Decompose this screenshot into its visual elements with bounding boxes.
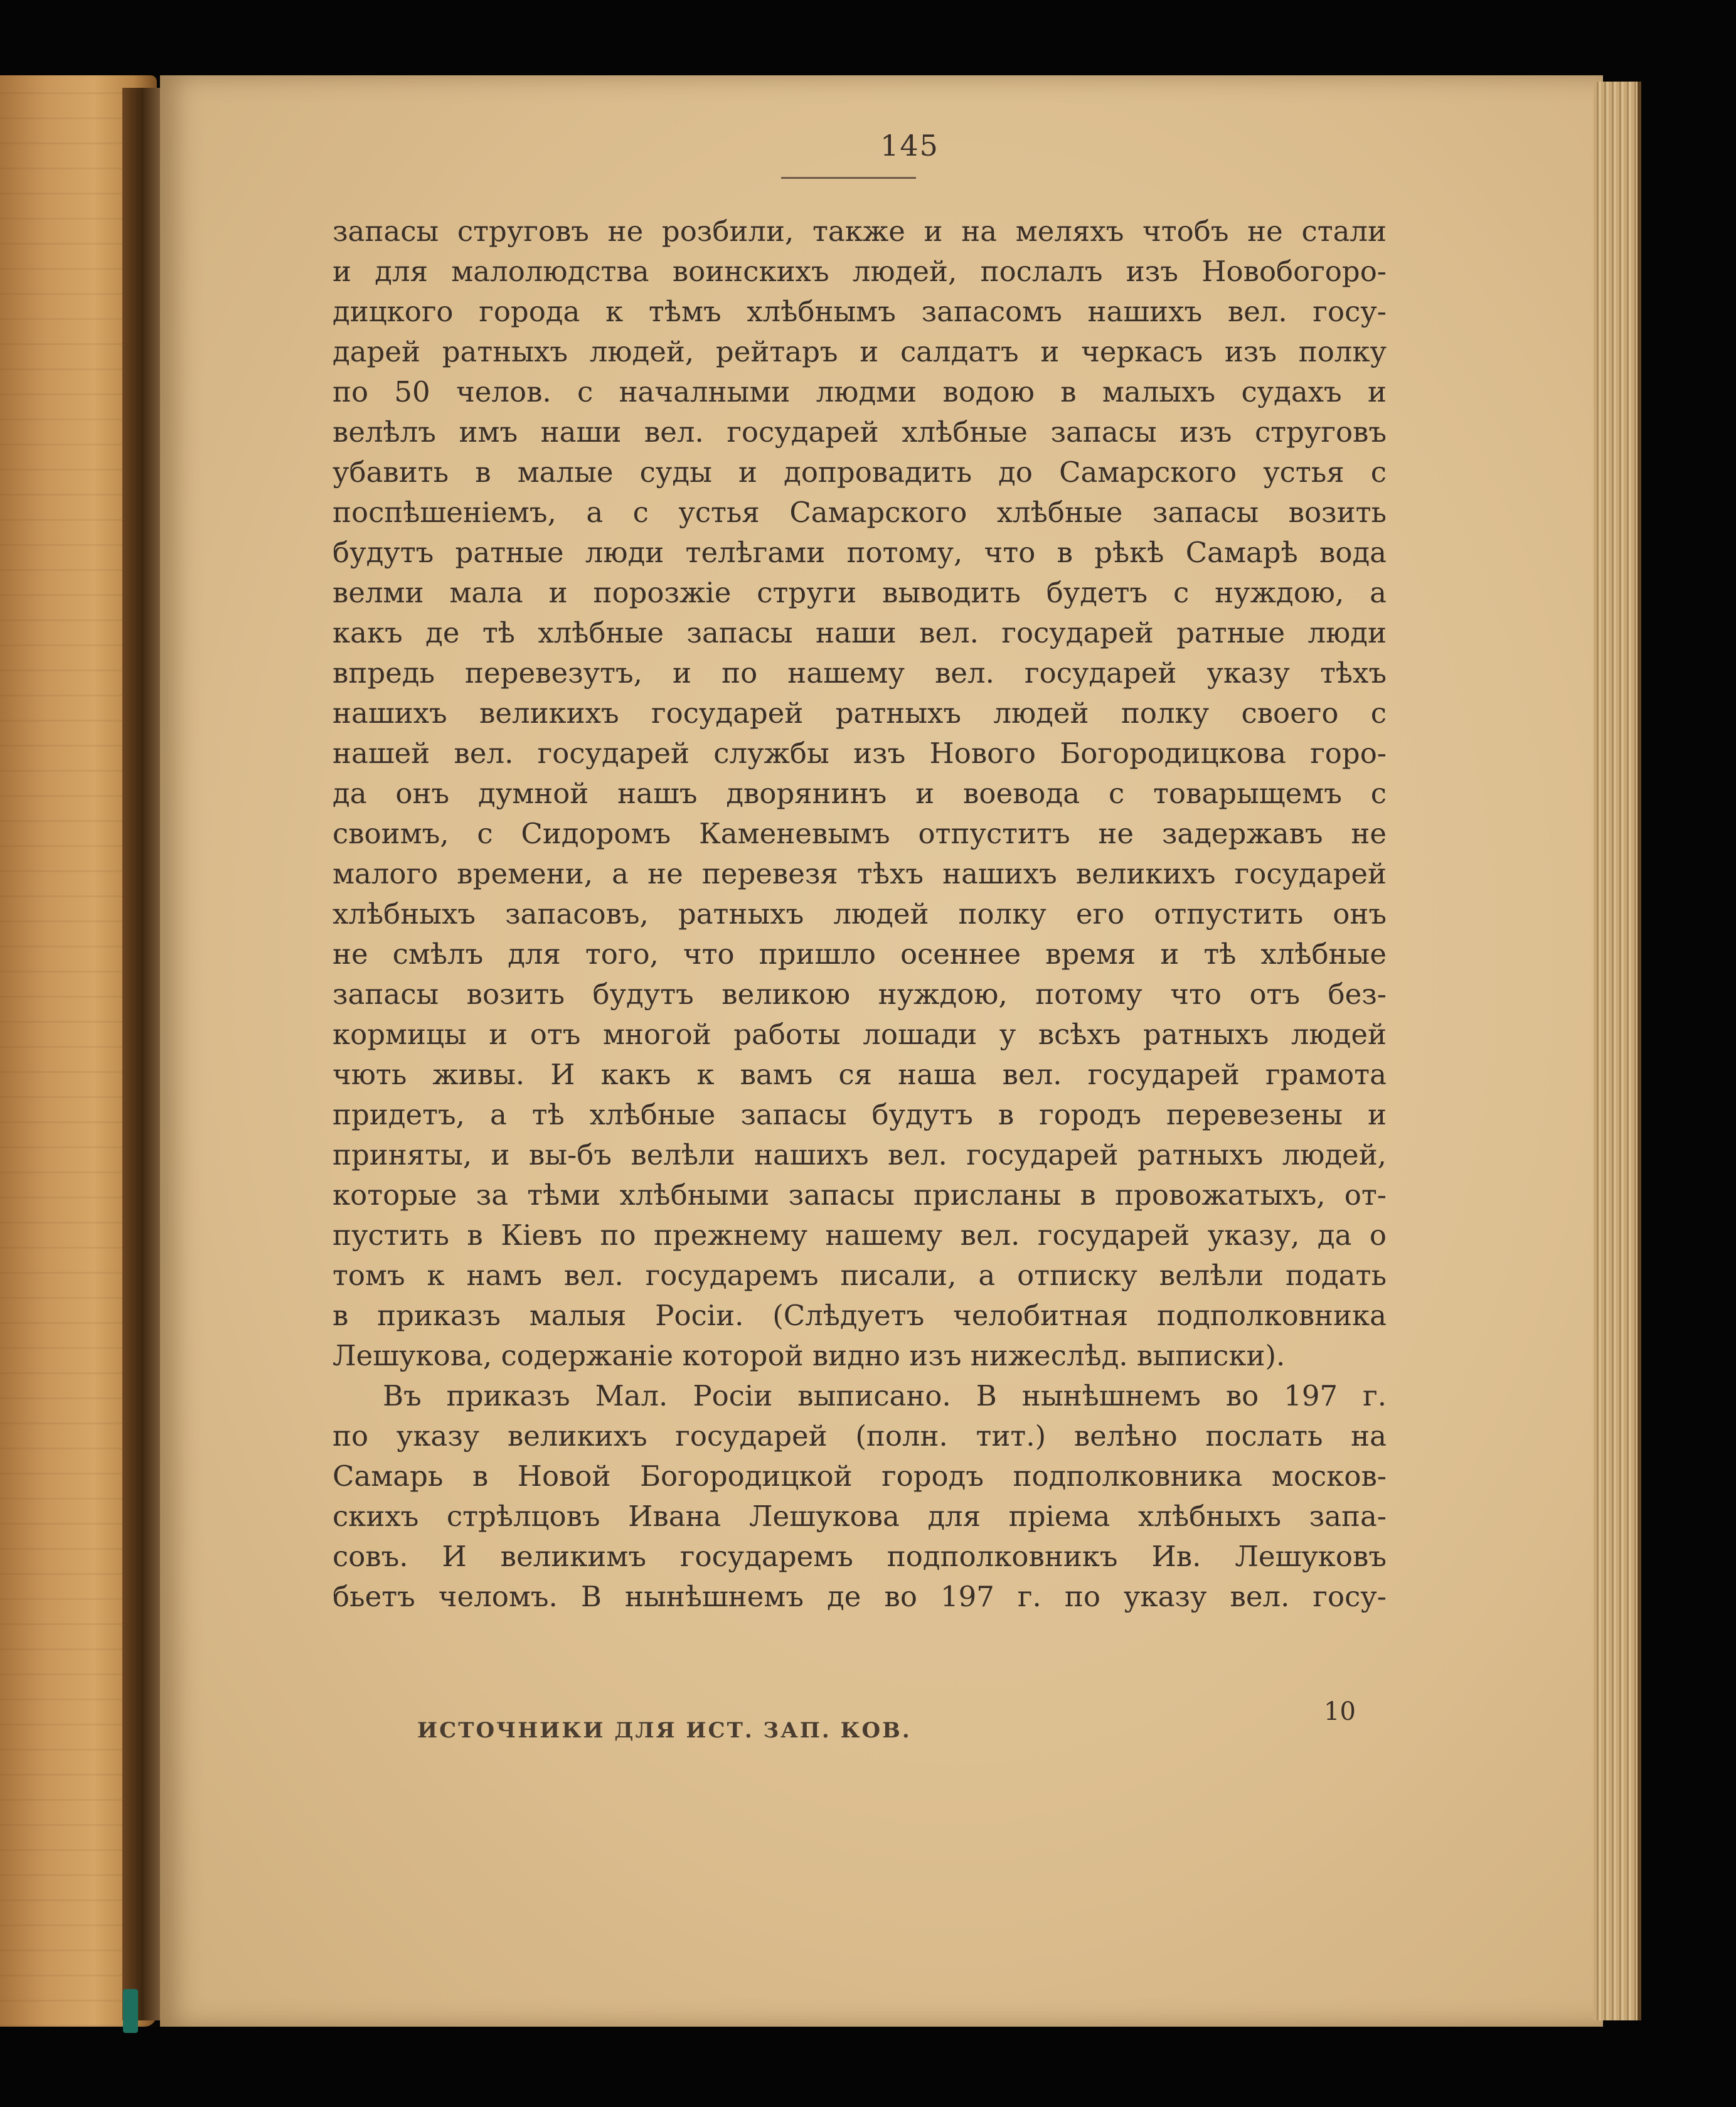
text-line: дарей ратныхъ людей, рейтаръ и салдатъ и черкасъ изъ полку: [333, 335, 1387, 368]
text-line: по указу великихъ государей (полн. тит.) велѣно послать на: [333, 1419, 1387, 1453]
text-line: поспѣшеніемъ, а с устья Самарского хлѣбные запасы возить: [333, 496, 1387, 529]
text-line: томъ к намъ вел. государемъ писали, а отписку велѣли подать: [333, 1259, 1387, 1292]
text-line: Лешукова, содержаніе которой видно изъ нижеслѣд. выписки).: [333, 1339, 1286, 1372]
text-line: которые за тѣми хлѣбными запасы присланы в провожатыхъ, от-: [333, 1178, 1387, 1212]
text-line: придетъ, а тѣ хлѣбные запасы будутъ в городъ перевезены и: [333, 1098, 1387, 1131]
text-line: своимъ, с Сидоромъ Каменевымъ отпуститъ не задержавъ не: [333, 817, 1387, 850]
text-line: по 50 челов. с началными людми водою в малыхъ судахъ и: [333, 375, 1387, 408]
text-line: велѣлъ имъ наши вел. государей хлѣбные запасы изъ струговъ: [333, 415, 1387, 449]
text-line: совъ. И великимъ государемъ подполковникъ Ив. Лешуковъ: [333, 1540, 1387, 1573]
page-stack-edges: [1594, 82, 1641, 2020]
text-line: велми мала и порозжіе струги выводить будетъ с нуждою, а: [333, 576, 1387, 609]
text-line: бьетъ челомъ. В нынѣшнемъ де во 197 г. по указу вел. госу-: [333, 1580, 1387, 1613]
text-line: запасы струговъ не розбили, также и на меляхъ чтобъ не стали: [333, 215, 1387, 248]
text-line: будутъ ратные люди телѣгами потому, что в рѣкѣ Самарѣ вода: [333, 536, 1387, 569]
text-line: запасы возить будутъ великою нуждою, потому что отъ без-: [333, 978, 1387, 1011]
text-line: убавить в малые суды и допровадить до Самарского устья с: [333, 456, 1387, 489]
text-line: да онъ думной нашъ дворянинъ и воевода с товарыщемъ с: [333, 777, 1387, 810]
text-line: какъ де тѣ хлѣбные запасы наши вел. государей ратные люди: [333, 616, 1387, 649]
text-line: нашей вел. государей службы изъ Нового Богородицкова горо-: [333, 737, 1387, 770]
text-line: впредь перевезутъ, и по нашему вел. государей указу тѣхъ: [333, 656, 1387, 690]
text-line: чють живы. И какъ к вамъ ся наша вел. государей грамота: [333, 1058, 1387, 1091]
text-line: малого времени, а не перевезя тѣхъ нашихъ великихъ государей: [333, 857, 1387, 890]
text-line: кормицы и отъ многой работы лошади у всѣхъ ратныхъ людей: [333, 1018, 1387, 1051]
text-line: Въ приказъ Мал. Росіи выписано. В нынѣшнемъ во 197 г.: [383, 1379, 1387, 1412]
binding-thread: [123, 1989, 138, 2033]
text-line: приняты, и вы-бъ велѣли нашихъ вел. государей ратныхъ людей,: [333, 1138, 1387, 1171]
text-line: пустить в Кіевъ по прежнему нашему вел. государей указу, да о: [333, 1219, 1387, 1252]
footer-source-title: ИСТОЧНИКИ ДЛЯ ИСТ. ЗАП. КОВ.: [417, 1718, 912, 1743]
page-number-rule: [781, 177, 916, 179]
text-line: не смѣлъ для того, что пришло осеннее время и тѣ хлѣбные: [333, 937, 1387, 971]
text-line: в приказъ малыя Росіи. (Слѣдуетъ челобитная подполковника: [333, 1299, 1387, 1332]
text-line: нашихъ великихъ государей ратныхъ людей полку своего с: [333, 696, 1387, 730]
text-line: хлѣбныхъ запасовъ, ратныхъ людей полку его отпустить онъ: [333, 897, 1387, 931]
signature-mark: 10: [1324, 1697, 1356, 1726]
text-line: и для малолюдства воинскихъ людей, послалъ изъ Новобогоро-: [333, 255, 1387, 288]
text-line: скихъ стрѣлцовъ Ивана Лешукова для пріема хлѣбныхъ запа-: [333, 1500, 1387, 1533]
text-line: Самарь в Новой Богородицкой городъ подполковника москов-: [333, 1459, 1387, 1493]
text-line: дицкого города к тѣмъ хлѣбнымъ запасомъ нашихъ вел. госу-: [333, 295, 1387, 328]
page-number: 145: [880, 129, 939, 163]
